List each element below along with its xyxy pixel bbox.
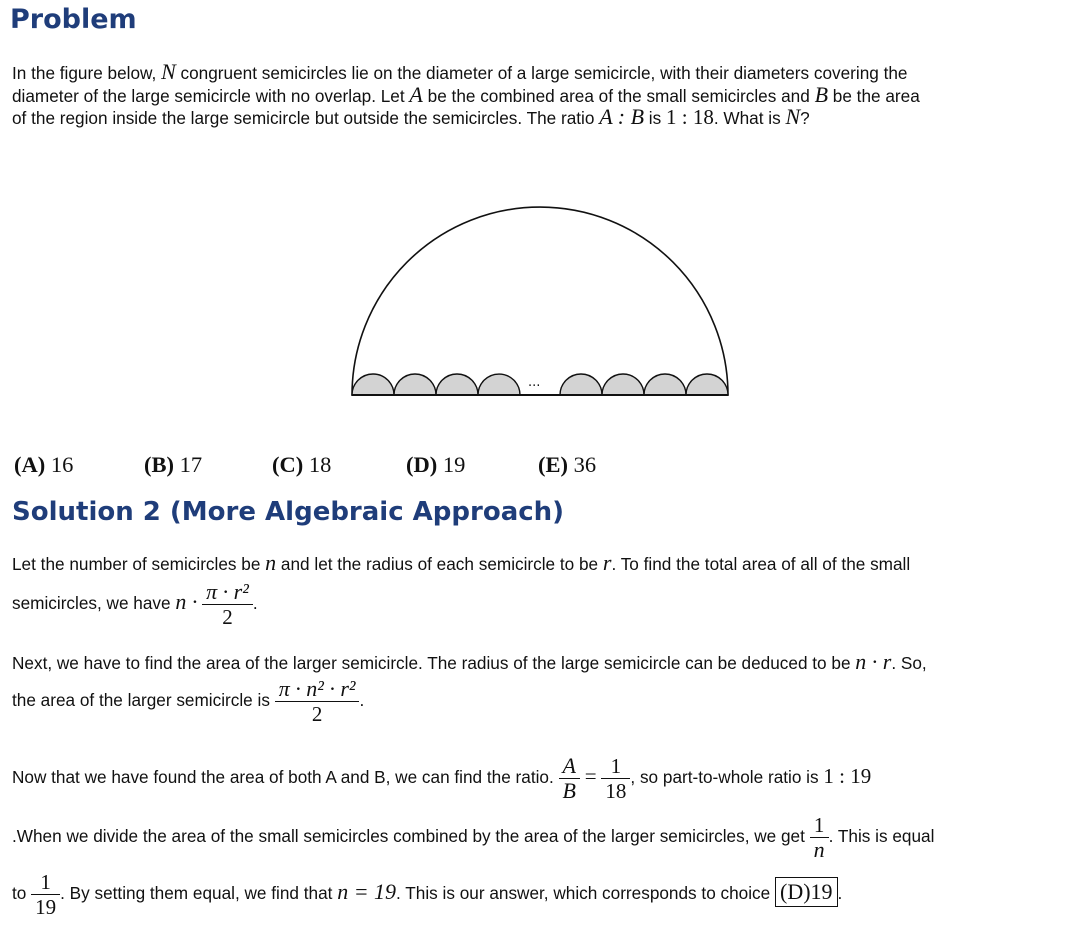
choice-c: (C) 18 bbox=[272, 452, 332, 477]
solution-line-5: Now that we have found the area of both A and B, we can find the ratio. $\frac{A}{B}$ = $\frac{1}{18}$ , so part-to-whole ratio is 1 : 19 bbox=[12, 752, 872, 803]
small-semicircle-1 bbox=[352, 374, 394, 395]
problem-line-2: diameter of the large semicircle with no overlap. Let A be the combined area of the small semicircles and B be the area bbox=[12, 82, 920, 107]
problem-line-3: of the region inside the large semicircle but outside the semicircles. The ratio A : B is 1 : 18. What is N? bbox=[12, 104, 810, 129]
large-semicircle bbox=[352, 207, 728, 395]
small-semicircle-4 bbox=[478, 374, 520, 395]
fraction-1-over-19: $\frac{1}{19}$ bbox=[31, 870, 60, 919]
fraction-1-over-18: $\frac{1}{18}$ bbox=[601, 754, 630, 803]
fraction-large-area: $\frac{\text{π · n² · r²}}{2}$ bbox=[275, 677, 360, 726]
small-semicircle-8 bbox=[686, 374, 728, 395]
solution-line-7: to $\frac{1}{19}$ . By setting them equal, we find that n = 19. This is our answer, which corresponds to choice (D)19 . bbox=[12, 869, 843, 919]
solution-line-4: the area of the larger semicircle is $\frac{\text{π · n² · r²}}{2}$ . bbox=[12, 675, 365, 726]
problem-heading: Problem bbox=[10, 4, 137, 35]
problem-line-1: In the figure below, N congruent semicircles lie on the diameter of a large semicircle, with their diameters covering the bbox=[12, 59, 908, 84]
figure-ellipsis: ... bbox=[528, 375, 541, 390]
small-semicircle-6 bbox=[602, 374, 644, 395]
small-semicircle-7 bbox=[644, 374, 686, 395]
small-semicircle-2 bbox=[394, 374, 436, 395]
fraction-a-over-b: $\frac{A}{B}$ bbox=[559, 754, 580, 803]
choice-e: (E) 36 bbox=[538, 452, 597, 477]
semicircle-figure bbox=[340, 195, 740, 400]
fraction-1-over-n: $\frac{1}{n}$ bbox=[810, 813, 829, 862]
solution-heading: Solution 2 (More Algebraic Approach) bbox=[12, 497, 565, 527]
choice-a: (A) 16 bbox=[14, 452, 74, 477]
solution-line-2: semicircles, we have n · $\frac{\text{π · r²}}{2}$ . bbox=[12, 578, 258, 629]
choice-d: (D) 19 bbox=[406, 452, 466, 477]
solution-line-3: Next, we have to find the area of the larger semicircle. The radius of the large semicircle can be deduced to be n · r. So, bbox=[12, 649, 927, 674]
solution-line-6: .When we divide the area of the small semicircles combined by the area of the larger semicircles, we get $\frac{1}{n}$ . This is equal bbox=[12, 812, 935, 862]
small-semicircle-3 bbox=[436, 374, 478, 395]
choice-b: (B) 17 bbox=[144, 452, 203, 477]
answer-choices bbox=[14, 452, 596, 478]
solution-line-1: Let the number of semicircles be n and let the radius of each semicircle to be r. To find the total area of all of the small bbox=[12, 550, 911, 575]
fraction-pi-r2-over-2: $\frac{\text{π · r²}}{2}$ bbox=[202, 580, 253, 629]
answer-box: (D)19 bbox=[775, 877, 838, 907]
small-semicircle-5 bbox=[560, 374, 602, 395]
